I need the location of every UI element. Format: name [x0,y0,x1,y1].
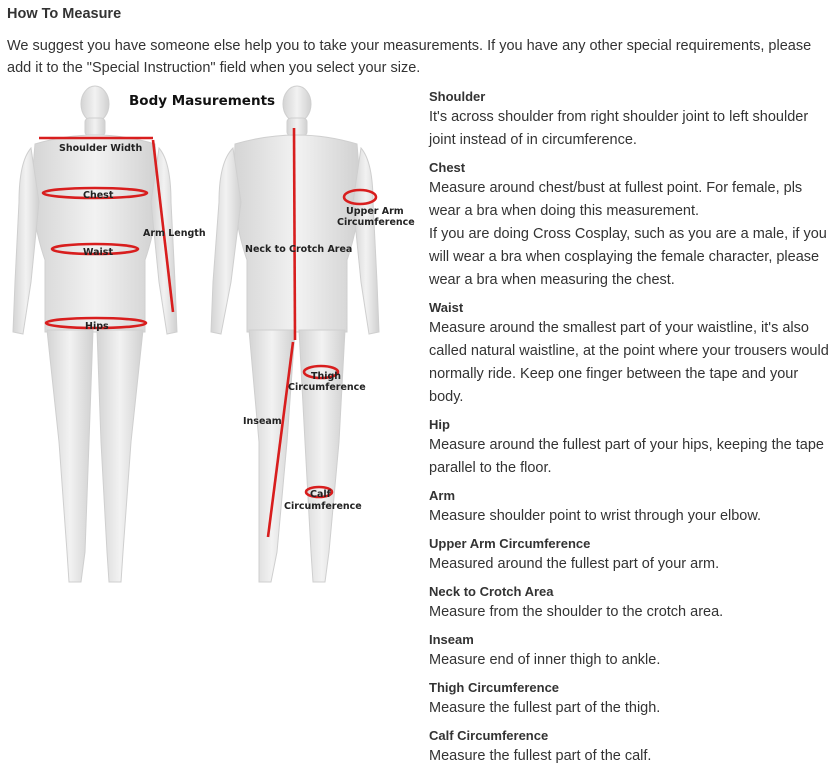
item-text: Measure around the smallest part of your waistline, it's also called natural waistline, at the point where your trousers would normally ride. Keep one finger between the tape and your body. [429,320,829,405]
label-thigh-2: Circumference [288,382,366,393]
item-name: Neck to Crotch Area [429,584,554,599]
label-calf-1: Calf [310,489,331,500]
item-name: Waist [429,300,464,315]
label-neck-crotch: Neck to Crotch Area [245,244,353,255]
item-name: Hip [429,417,450,432]
neck-crotch-line [294,128,295,340]
item-text: Measure from the shoulder to the crotch area. [429,604,724,620]
label-hips: Hips [85,321,109,332]
measurement-list [429,88,829,775]
item-name: Calf Circumference [429,728,549,743]
item-text: Measure shoulder point to wrist through your elbow. [429,508,762,524]
label-upper-arm-1: Upper Arm [346,206,404,217]
item-name: Arm [429,488,456,503]
list-item [429,159,829,292]
item-name: Shoulder [429,89,486,104]
item-name: Chest [429,160,466,175]
list-item [429,416,829,480]
item-text: Measure the fullest part of the calf. [429,748,652,764]
item-text: Measure the fullest part of the thigh. [429,700,661,716]
intro-paragraph: We suggest you have someone else help you to take your measurements. If you have any other special requirements, please add it to the "Special Instruction" field when you select your size. [7,38,812,76]
list-item [429,679,829,720]
label-upper-arm-2: Circumference [337,217,415,228]
label-chest: Chest [83,190,114,201]
item-text: Measured around the fullest part of your arm. [429,556,720,572]
list-item [429,88,829,152]
body-measurement-figure [5,82,425,602]
mannequin-front [13,86,177,582]
list-item [429,299,829,409]
item-name: Upper Arm Circumference [429,536,591,551]
item-text: It's across shoulder from right shoulder joint to left shoulder joint instead of in circumference. [429,109,809,148]
item-text: Measure end of inner thigh to ankle. [429,652,661,668]
figure-title: Body Masurements [129,93,276,109]
list-item [429,727,829,768]
page-title: How To Measure [7,6,122,22]
item-text: Measure around chest/bust at fullest point. For female, pls wear a bra when doing this measurement. If you are doing Cross Cosplay, such as you are a male, if you will wear a bra when cosplaying the female character, please wear a bra when measuring the chest. [429,180,827,288]
list-item [429,487,829,528]
label-calf-2: Circumference [284,501,362,512]
list-item [429,535,829,576]
item-text: Measure around the fullest part of your hips, keeping the tape parallel to the floor. [429,437,824,476]
list-item [429,583,829,624]
label-shoulder-width: Shoulder Width [59,143,143,154]
measurement-diagram [5,82,425,602]
label-arm-length: Arm Length [143,228,206,239]
item-name: Thigh Circumference [429,680,560,695]
label-inseam: Inseam [243,416,282,427]
label-waist: Waist [83,247,114,258]
item-name: Inseam [429,632,474,647]
label-thigh-1: Thigh [311,371,342,382]
list-item [429,631,829,672]
